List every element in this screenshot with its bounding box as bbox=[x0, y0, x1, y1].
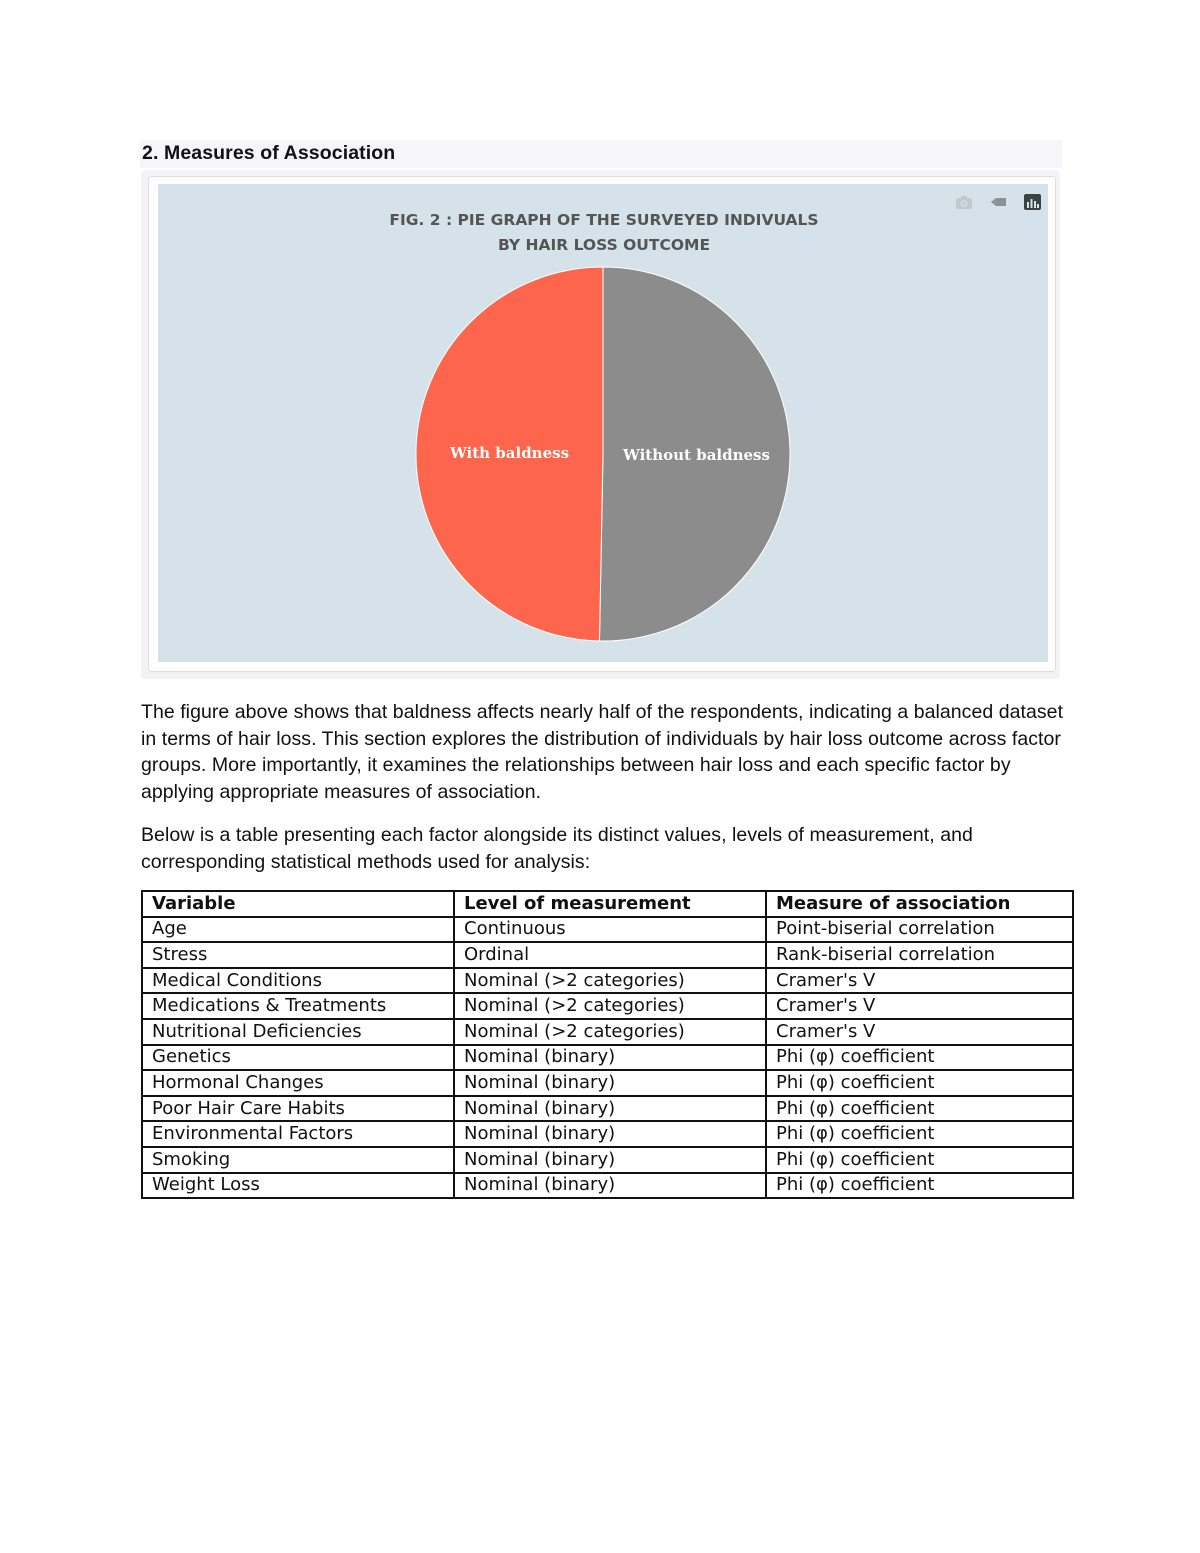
table-row bbox=[142, 1019, 1073, 1045]
cell-variable: Age bbox=[142, 917, 454, 943]
cell-variable: Medical Conditions bbox=[142, 968, 454, 994]
cell-measure: Phi (φ) coefficient bbox=[766, 1173, 1073, 1199]
cell-measure: Cramer's V bbox=[766, 1019, 1073, 1045]
table-row bbox=[142, 1173, 1073, 1199]
cell-measure: Rank-biserial correlation bbox=[766, 942, 1073, 968]
table-row bbox=[142, 1096, 1073, 1122]
cell-level: Ordinal bbox=[454, 942, 766, 968]
cell-variable: Genetics bbox=[142, 1045, 454, 1071]
paragraph-figure-description: The figure above shows that baldness affects nearly half of the respondents, indicating a balanced dataset in terms of hair loss. This section explores the distribution of individuals by hair loss outcome across factor groups. More importantly, it examines the relationships between hair loss and each specific factor by applying appropriate measures of association. bbox=[141, 701, 1064, 803]
cell-measure: Cramer's V bbox=[766, 968, 1073, 994]
cell-level: Nominal (binary) bbox=[454, 1045, 766, 1071]
cell-level: Nominal (>2 categories) bbox=[454, 968, 766, 994]
cell-measure: Cramer's V bbox=[766, 993, 1073, 1019]
cell-level: Continuous bbox=[454, 917, 766, 943]
cell-variable: Hormonal Changes bbox=[142, 1070, 454, 1096]
cell-variable: Weight Loss bbox=[142, 1173, 454, 1199]
cell-measure: Phi (φ) coefficient bbox=[766, 1121, 1073, 1147]
cell-variable: Environmental Factors bbox=[142, 1121, 454, 1147]
cell-level: Nominal (binary) bbox=[454, 1121, 766, 1147]
cell-level: Nominal (>2 categories) bbox=[454, 1019, 766, 1045]
table-row bbox=[142, 942, 1073, 968]
cell-level: Nominal (binary) bbox=[454, 1070, 766, 1096]
header-level-of-measurement: Level of measurement bbox=[454, 891, 766, 917]
table-row bbox=[142, 993, 1073, 1019]
cell-variable: Smoking bbox=[142, 1147, 454, 1173]
header-variable: Variable bbox=[142, 891, 454, 917]
cell-level: Nominal (>2 categories) bbox=[454, 993, 766, 1019]
cell-measure: Phi (φ) coefficient bbox=[766, 1045, 1073, 1071]
figure-title-line-2: BY HAIR LOSS OUTCOME bbox=[497, 236, 711, 254]
table-row bbox=[142, 1121, 1073, 1147]
cell-variable: Medications & Treatments bbox=[142, 993, 454, 1019]
cell-measure: Point-biserial correlation bbox=[766, 917, 1073, 943]
table-row bbox=[142, 968, 1073, 994]
table-row bbox=[142, 1070, 1073, 1096]
pie-chart bbox=[158, 184, 1048, 662]
cell-measure: Phi (φ) coefficient bbox=[766, 1147, 1073, 1173]
cell-variable: Poor Hair Care Habits bbox=[142, 1096, 454, 1122]
header-measure-of-association: Measure of association bbox=[766, 891, 1073, 917]
cell-measure: Phi (φ) coefficient bbox=[766, 1096, 1073, 1122]
cell-variable: Nutritional Deficiencies bbox=[142, 1019, 454, 1045]
paragraph-table-intro: Below is a table presenting each factor alongside its distinct values, levels of measurement, and corresponding statistical methods used for analysis: bbox=[141, 824, 973, 873]
table-header-row bbox=[142, 891, 1073, 917]
table-row bbox=[142, 1045, 1073, 1071]
section-heading: 2. Measures of Association bbox=[142, 142, 396, 164]
cell-level: Nominal (binary) bbox=[454, 1147, 766, 1173]
cell-level: Nominal (binary) bbox=[454, 1096, 766, 1122]
association-table bbox=[141, 890, 1074, 1199]
table-row bbox=[142, 917, 1073, 943]
cell-measure: Phi (φ) coefficient bbox=[766, 1070, 1073, 1096]
pie-label-with-baldness: With baldness bbox=[449, 444, 570, 463]
table-row bbox=[142, 1147, 1073, 1173]
pie-label-without-baldness: Without baldness bbox=[623, 445, 770, 464]
cell-variable: Stress bbox=[142, 942, 454, 968]
cell-level: Nominal (binary) bbox=[454, 1173, 766, 1199]
figure-title-line-1: FIG. 2 : PIE GRAPH OF THE SURVEYED INDIVUALS bbox=[389, 211, 819, 229]
